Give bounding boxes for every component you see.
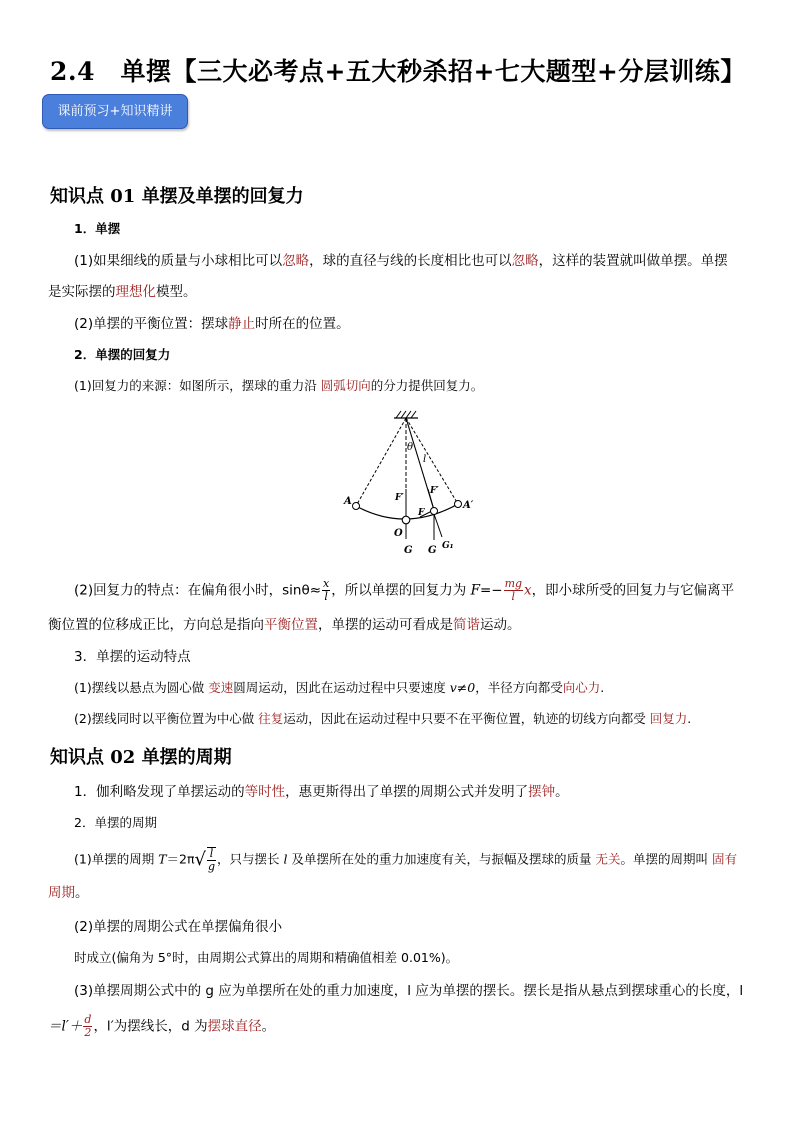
text: ，这样的装置就叫做单摆。单摆 [538, 253, 728, 269]
section1-heading: 知识点 01 单摆及单摆的回复力 [50, 186, 304, 207]
text: 。单摆的周期叫 [620, 851, 712, 867]
keyword: 回复力 [649, 711, 688, 726]
label-G-2: G [428, 545, 437, 556]
text: ，球的直径与线的长度相比也可以 [309, 253, 512, 269]
text: ，惠更斯得出了单摆的周期公式并发明了 [285, 784, 529, 800]
keyword: 平衡位置 [264, 617, 318, 633]
paragraph [74, 375, 483, 397]
text: ，只与摆长 [217, 851, 284, 867]
text: (2)单摆的平衡位置：摆球 [74, 316, 229, 332]
keyword: 摆钟 [528, 784, 556, 800]
text: 时所在的位置。 [255, 316, 350, 332]
symbol: v≠0 [449, 680, 476, 695]
text: ，单摆的运动可看成是 [318, 617, 453, 633]
text: ，即小球所受的回复力与它偏离平 [531, 582, 735, 599]
sub-heading-2b: 2．单摆的周期 [74, 815, 157, 830]
paragraph [48, 882, 89, 904]
paragraph [48, 614, 521, 636]
fraction [322, 578, 330, 603]
text: . [687, 711, 692, 726]
symbol: l [283, 851, 288, 867]
keyword: 忽略 [511, 253, 539, 269]
paragraph [74, 313, 350, 335]
symbol: F [470, 582, 480, 599]
paragraph [74, 708, 691, 730]
numerator: mg [504, 577, 523, 590]
sub-heading-1: 1．单摆 [74, 221, 121, 236]
keyword: 周期 [48, 885, 75, 901]
text: (2)回复力的特点：在偏角很小时，sinθ≈ [74, 582, 322, 599]
page-title: 2.4 单摆【三大必考点+五大秒杀招+七大题型+分层训练】 [50, 57, 746, 86]
text: ，l′为摆线长，d 为 [93, 1018, 208, 1035]
keyword: 摆球直径 [207, 1018, 262, 1035]
formula: ＝l′＋ [48, 1018, 83, 1035]
text: (1)单摆的周期 [74, 851, 159, 867]
pendulum-figure [330, 405, 490, 557]
paragraph [74, 578, 734, 603]
label-theta: θ [407, 442, 414, 453]
label-O: O [394, 528, 403, 539]
label-A: A [344, 496, 352, 507]
paragraph: 时成立(偏角为 5°时，由周期公式算出的周期和精确值相差 0.01%)。 [74, 950, 459, 965]
text: ，所以单摆的回复力为 [331, 582, 471, 599]
numerator: l [207, 848, 216, 861]
fraction [504, 578, 523, 603]
keyword: 无关 [595, 851, 621, 867]
text: ，半径方向都受 [475, 680, 563, 695]
keyword: 向心力 [562, 680, 601, 695]
text: . [600, 680, 605, 695]
section2-heading: 知识点 02 单摆的周期 [50, 747, 232, 768]
label-G: G [404, 545, 413, 556]
paragraph: (2)单摆的周期公式在单摆偏角很小 [74, 919, 283, 935]
paragraph [74, 847, 737, 873]
denominator: g [208, 860, 216, 873]
text: 是实际摆的 [48, 284, 116, 300]
keyword: 等时性 [244, 784, 286, 800]
paragraph [74, 781, 569, 803]
symbol: T [158, 851, 167, 867]
text: (2)摆线同时以平衡位置为中心做 [74, 711, 259, 726]
text: 。 [555, 784, 569, 800]
label-length: l [423, 454, 427, 465]
sqrt-icon: √ [194, 849, 206, 870]
keyword: 简谐 [453, 617, 480, 633]
numerator: x [323, 577, 330, 590]
denominator: 2 [84, 1026, 92, 1039]
keyword: 往复 [258, 711, 284, 726]
text: 衡位置的位移成正比，方向总是指向 [48, 617, 264, 633]
text: 运动，因此在运动过程中只要不在平衡位置，轨迹的切线方向都受 [283, 711, 650, 726]
sub-heading-2: 2．单摆的回复力 [74, 347, 171, 362]
text: 运动。 [480, 617, 521, 633]
text: (1)摆线以悬点为圆心做 [74, 680, 209, 695]
fraction [83, 1014, 92, 1039]
paragraph [74, 250, 728, 272]
fraction [207, 847, 216, 873]
text: 的分力提供回复力。 [370, 378, 484, 393]
label-A-prime: A′ [463, 500, 474, 511]
denominator: l [324, 590, 328, 603]
text: (1)如果细线的质量与小球相比可以 [74, 253, 283, 269]
sub-heading-3: 3．单摆的运动特点 [74, 649, 191, 665]
denominator: l [511, 590, 516, 603]
text: ＝2π [166, 851, 195, 867]
text: 模型。 [156, 284, 197, 300]
label-F-prime-2: F′ [430, 486, 439, 496]
paragraph: (3)单摆周期公式中的 g 应为单摆所在处的重力加速度，l 应为单摆的摆长。摆长是指从悬点到摆球重心的长度，l [74, 983, 744, 999]
paragraph [74, 677, 604, 699]
text: 。 [261, 1018, 276, 1035]
text: 及单摆所在处的重力加速度有关，与振幅及摆球的质量 [287, 851, 596, 867]
text: =− [479, 582, 503, 599]
text: 。 [75, 885, 89, 901]
text: 圆周运动，因此在运动过程中只要速度 [233, 680, 450, 695]
label-G1: G₁ [442, 541, 454, 551]
numerator: d [84, 1013, 92, 1026]
keyword: 忽略 [282, 253, 310, 269]
keyword: 变速 [208, 680, 234, 695]
keyword: 静止 [228, 316, 256, 332]
label-F-prime-1: F′ [395, 493, 404, 503]
text: (1)回复力的来源：如图所示，摆球的重力沿 [74, 378, 321, 393]
section-badge[interactable]: 课前预习+知识精讲 [42, 94, 188, 129]
label-F: F [418, 508, 425, 518]
keyword: 理想化 [115, 284, 156, 300]
paragraph [48, 281, 197, 303]
keyword: 固有 [711, 851, 737, 867]
keyword: 圆弧切向 [320, 378, 371, 393]
symbol: x [524, 582, 532, 599]
paragraph [48, 1014, 275, 1039]
text: 1．伽利略发现了单摆运动的 [74, 784, 245, 800]
